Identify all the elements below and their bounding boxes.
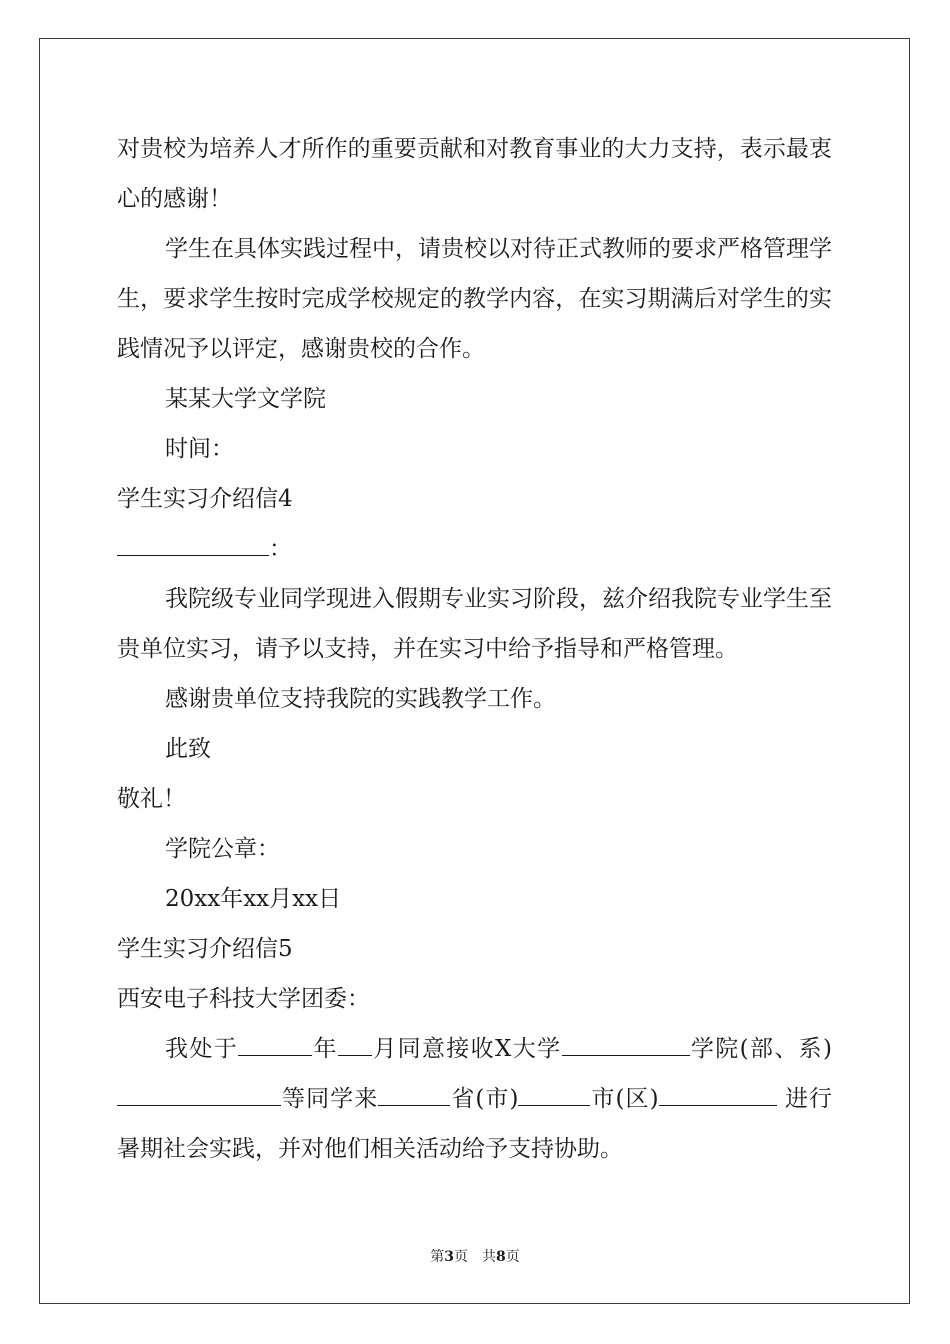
paragraph-management-request: 学生在具体实践过程中，请贵校以对待正式教师的要求严格管理学生，要求学生按时完成学校规定的教学内容，在实习期满后对学生的实践情况予以评定，感谢贵校的合作。 [117, 236, 832, 362]
letter-heading-5: 学生实习介绍信5 [117, 936, 293, 962]
students-blank [117, 1083, 281, 1106]
acceptance-text-6: 省(市) [450, 1086, 519, 1112]
month-blank [338, 1033, 372, 1056]
signature-institution: 某某大学文学院 [165, 386, 326, 412]
acceptance-text-1: 我处于 [165, 1036, 239, 1062]
letter-date: 20xx年xx月xx日 [165, 886, 342, 912]
closing-salutation: 此致 [165, 736, 211, 762]
recipient-blank [117, 533, 269, 556]
acceptance-text-4: 学院(部、系) [689, 1036, 833, 1062]
paragraph-appreciation: 感谢贵单位支持我院的实践教学工作。 [165, 686, 556, 712]
footer-mid: 页 共 [454, 1249, 496, 1265]
year-blank [238, 1033, 312, 1056]
city-blank [518, 1083, 590, 1106]
recipient-colon: ： [269, 536, 292, 562]
recipient-line [117, 524, 832, 574]
district-blank [659, 1083, 777, 1106]
acceptance-text-2: 年 [312, 1036, 338, 1062]
document-body [117, 124, 832, 1174]
acceptance-text-3: 月同意接收X大学 [371, 1036, 562, 1062]
page-number-footer [0, 1246, 950, 1266]
paragraph-thanks: 对贵校为培养人才所作的重要贡献和对教育事业的大力支持，表示最衷心的感谢！ [117, 136, 832, 212]
college-blank [562, 1033, 690, 1056]
signature-date-label: 时间： [165, 436, 234, 462]
acceptance-text-5: 等同学来 [281, 1086, 379, 1112]
acceptance-text-7: 市(区) [590, 1086, 659, 1112]
letter-heading-4: 学生实习介绍信4 [117, 486, 293, 512]
recipient-org: 西安电子科技大学团委： [117, 986, 370, 1012]
acceptance-text-8: 进行暑期社会实践，并对他们相关活动给予支持协助。 [117, 1086, 833, 1162]
paragraph-acceptance [117, 1024, 832, 1174]
college-seal-label: 学院公章： [165, 836, 280, 862]
province-blank [378, 1083, 450, 1106]
current-page-number: 3 [444, 1249, 454, 1265]
total-pages-number: 8 [496, 1249, 506, 1265]
paragraph-introduction: 我院级专业同学现进入假期专业实习阶段，兹介绍我院专业学生至贵单位实习，请予以支持，并在实习中给予指导和严格管理。 [117, 586, 832, 662]
footer-suffix: 页 [505, 1249, 520, 1265]
closing-regards: 敬礼！ [117, 786, 186, 812]
footer-prefix: 第 [430, 1249, 445, 1265]
